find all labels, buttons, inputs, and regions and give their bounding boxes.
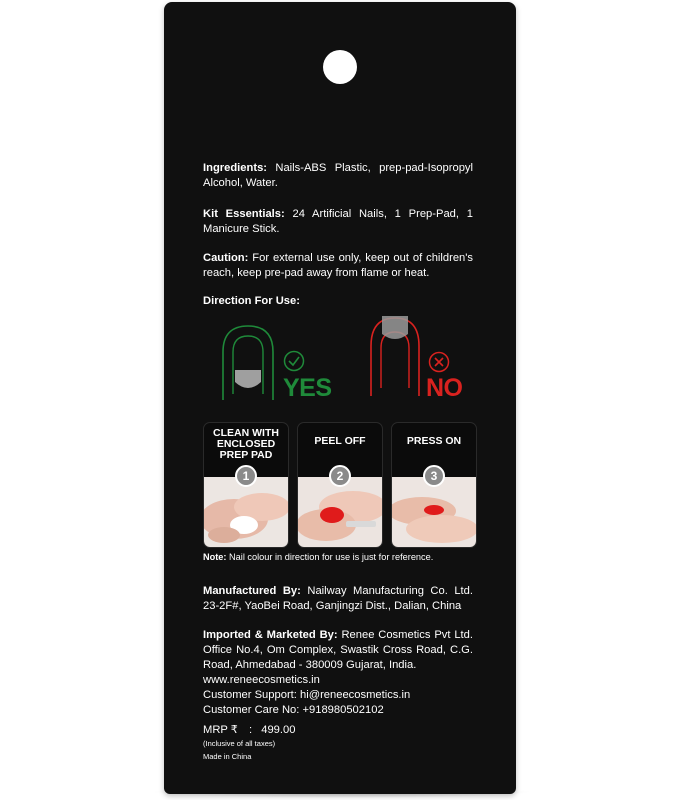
step-card-peel bbox=[297, 422, 383, 548]
correct-nail-icon bbox=[218, 322, 278, 402]
hang-hole bbox=[323, 50, 357, 84]
origin-text: Made in China bbox=[203, 752, 252, 761]
care-text: Customer Care No: +918980502102 bbox=[203, 704, 384, 716]
step-label: PRESS ON bbox=[406, 435, 462, 447]
kit-essentials-label: Kit Essentials: bbox=[203, 208, 285, 220]
step-number: 1 bbox=[235, 465, 257, 487]
step-number: 2 bbox=[329, 465, 351, 487]
press-on-photo bbox=[392, 477, 477, 547]
note-value: Nail colour in direction for use is just for reference. bbox=[229, 552, 434, 562]
tax-note: (Inclusive of all taxes) bbox=[203, 739, 276, 748]
note-label: Note: bbox=[203, 552, 227, 562]
importer-text bbox=[203, 628, 473, 673]
cross-circle-icon bbox=[428, 351, 450, 373]
step-number: 3 bbox=[423, 465, 445, 487]
caution-value: For external use only, keep out of children's reach, keep pre-pad away from flame or heat. bbox=[203, 252, 474, 279]
importer-value: Renee Cosmetics Pvt Ltd. Office No.4, Om Complex, Swastik Cross Road, C.G. Road, Ahmedabad - 380009 Gujarat, India. bbox=[203, 629, 473, 671]
caution-text bbox=[203, 251, 473, 281]
no-label: NO bbox=[426, 374, 463, 402]
importer-label: Imported & Marketed By: bbox=[203, 629, 338, 641]
clean-hand-photo bbox=[204, 477, 289, 547]
manufacturer-text bbox=[203, 584, 473, 614]
website-text: www.reneecosmetics.in bbox=[203, 674, 320, 686]
manufacturer-label: Manufactured By: bbox=[203, 585, 301, 597]
incorrect-nail-icon bbox=[365, 312, 425, 398]
kit-essentials-text bbox=[203, 207, 473, 237]
support-text: Customer Support: hi@reneecosmetics.in bbox=[203, 689, 411, 701]
mrp-line: MRP ₹ : 499.00 bbox=[203, 724, 296, 736]
ingredients-value: Nails-ABS Plastic, prep-pad-Isopropyl Alcohol, Water. bbox=[203, 162, 473, 189]
mrp-value: 499.00 bbox=[261, 724, 296, 736]
step-card-press bbox=[391, 422, 477, 548]
peel-off-photo bbox=[298, 477, 383, 547]
mrp-label: MRP ₹ bbox=[203, 724, 238, 736]
yes-label: YES bbox=[283, 374, 332, 402]
ingredients-label: Ingredients: bbox=[203, 162, 268, 174]
kit-essentials-value: 24 Artificial Nails, 1 Prep-Pad, 1 Manicure Stick. bbox=[203, 208, 473, 235]
check-circle-icon bbox=[283, 350, 305, 372]
note-text bbox=[203, 552, 433, 562]
step-label: CLEAN WITH ENCLOSED PREP PAD bbox=[213, 427, 279, 461]
ingredients-text bbox=[203, 161, 473, 191]
step-card-clean bbox=[203, 422, 289, 548]
manufacturer-value: Nailway Manufacturing Co. Ltd. 23-2F#, YaoBei Road, Ganjingzi Dist., Dalian, China bbox=[203, 585, 473, 612]
caution-label: Caution: bbox=[203, 252, 249, 264]
direction-title: Direction For Use: bbox=[203, 295, 300, 307]
step-label: PEEL OFF bbox=[314, 435, 366, 447]
